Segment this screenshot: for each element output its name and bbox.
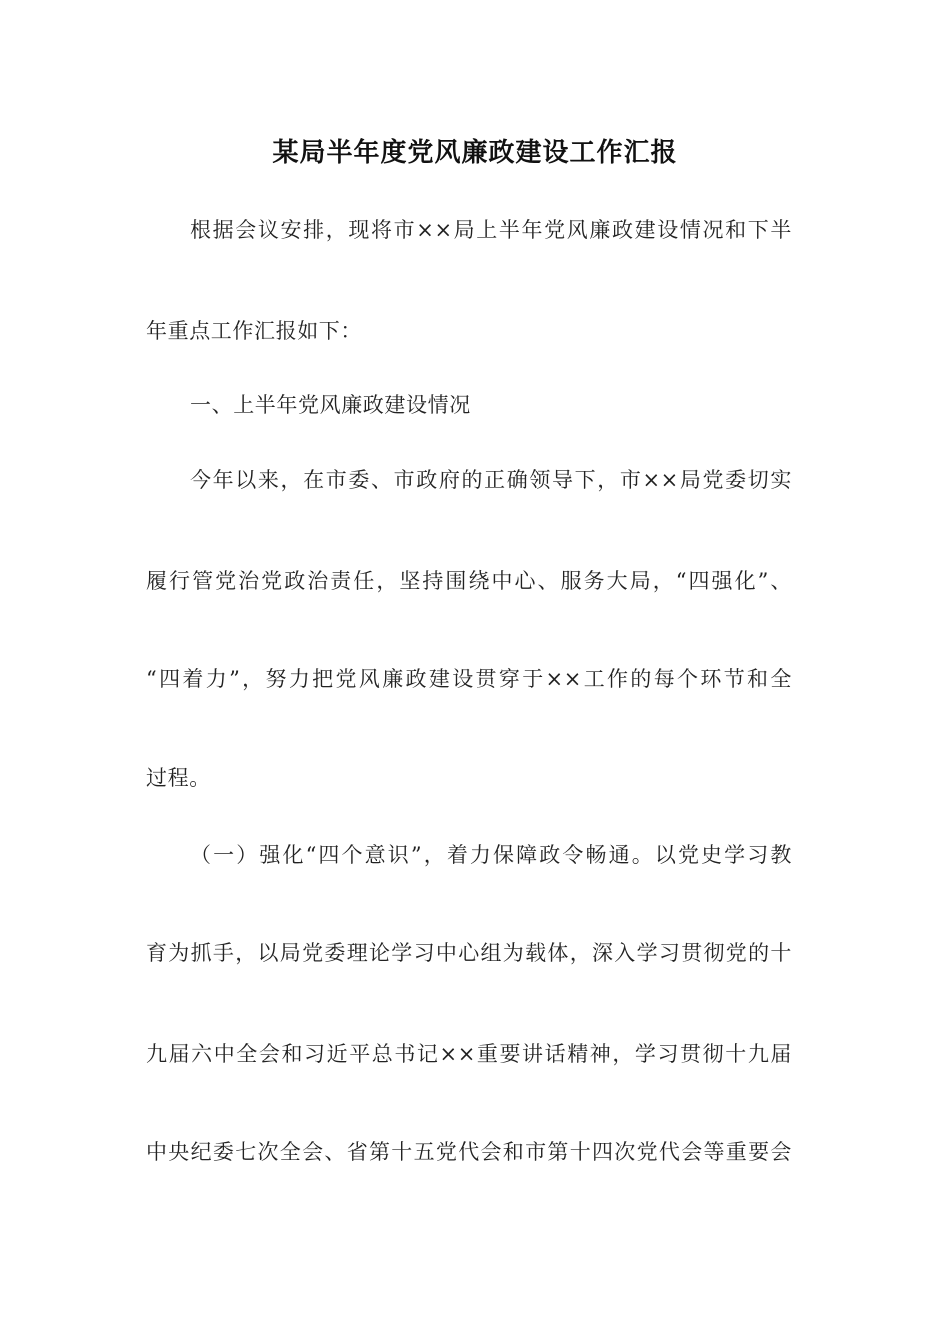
section-heading-1: 一、上半年党风廉政建设情况	[190, 393, 471, 417]
paragraph-line-2: 年重点工作汇报如下：	[146, 319, 362, 343]
paragraph-line-8: 育为抓手，以局党委理论学习中心组为载体，深入学习贯彻党的十	[146, 941, 792, 965]
paragraph-line-3: 今年以来，在市委、市政府的正确领导下，市××局党委切实	[190, 468, 792, 492]
paragraph-line-4: 履行管党治党政治责任，坚持围绕中心、服务大局，“四强化”、	[146, 569, 792, 593]
document-title: 某局半年度党风廉政建设工作汇报	[272, 138, 678, 168]
paragraph-line-1: 根据会议安排，现将市××局上半年党风廉政建设情况和下半	[190, 218, 792, 242]
paragraph-line-6: 过程。	[146, 766, 211, 790]
paragraph-line-7: （一）强化“四个意识”，着力保障政令畅通。以党史学习教	[190, 843, 792, 867]
paragraph-line-10: 中央纪委七次全会、省第十五党代会和市第十四次党代会等重要会	[146, 1140, 792, 1164]
paragraph-line-5: “四着力”，努力把党风廉政建设贯穿于××工作的每个环节和全	[146, 667, 792, 691]
paragraph-line-9: 九届六中全会和习近平总书记××重要讲话精神，学习贯彻十九届	[146, 1042, 792, 1066]
